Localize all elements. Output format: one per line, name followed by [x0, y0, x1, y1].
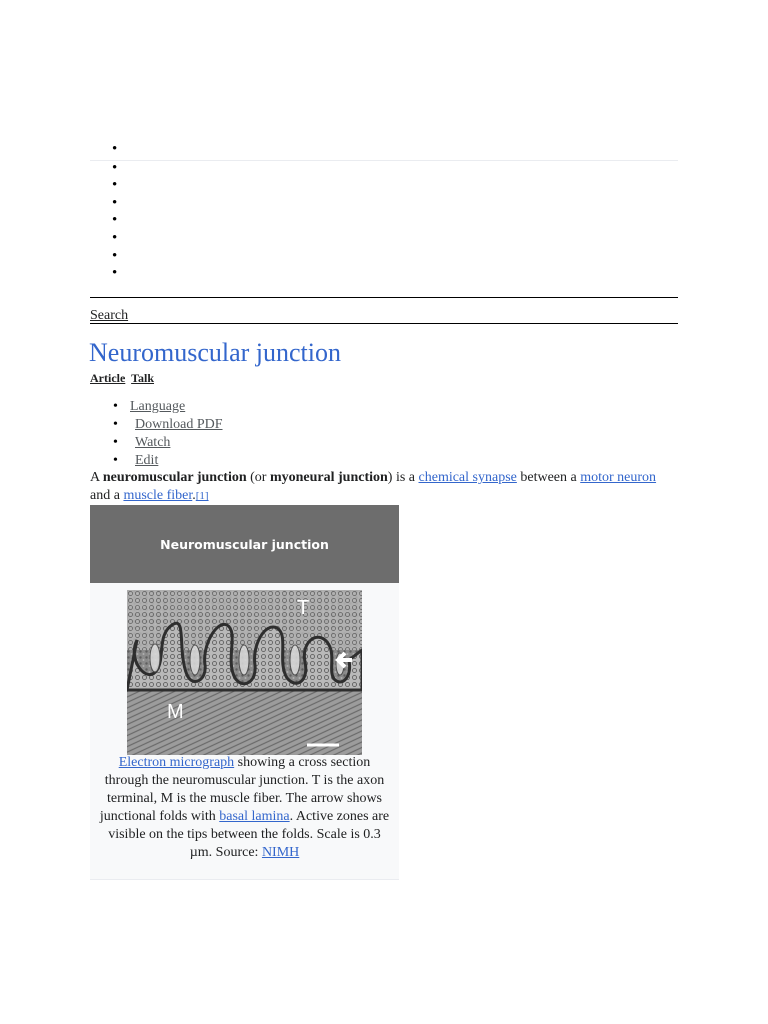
- search-divider-top: [90, 297, 678, 298]
- nav-item[interactable]: [90, 161, 678, 179]
- nav-item[interactable]: [90, 266, 678, 284]
- electron-micrograph-link[interactable]: Electron micrograph: [118, 755, 235, 770]
- caption-text: . Active zones are visible on the tips between the folds. Scale is 0.3 µm. Source:: [108, 809, 390, 860]
- language-link[interactable]: Language: [130, 399, 186, 414]
- nav-item[interactable]: [90, 142, 678, 161]
- tab-talk[interactable]: Talk: [131, 371, 155, 385]
- tab-article[interactable]: Article: [90, 371, 126, 385]
- nimh-link[interactable]: NIMH: [261, 845, 300, 860]
- image-caption: [98, 754, 391, 862]
- electron-micrograph-image[interactable]: [127, 590, 362, 755]
- lead-paragraph: [90, 469, 665, 505]
- nav-item[interactable]: [90, 196, 678, 214]
- lead-term: myoneural junction: [269, 470, 388, 485]
- action-item: [90, 416, 223, 434]
- edit-link[interactable]: Edit: [135, 453, 159, 468]
- lead-text: A: [90, 470, 103, 485]
- action-item: [90, 398, 223, 416]
- chemical-synapse-link[interactable]: chemical synapse: [418, 470, 517, 485]
- lead-text: (or: [246, 470, 270, 485]
- lead-text: between a: [516, 470, 581, 485]
- search-link[interactable]: Search: [90, 308, 129, 323]
- basal-lamina-link[interactable]: basal lamina: [219, 809, 290, 824]
- search-divider-bottom: [90, 323, 678, 324]
- nav-item[interactable]: [90, 231, 678, 249]
- caption-text: showing a cross section through the neuromuscular junction. T is the axon terminal, M is the muscle fiber. The arrow shows junctional folds with: [99, 755, 385, 824]
- terminal-label: T: [297, 597, 310, 619]
- page-title: Neuromuscular junction: [89, 338, 341, 367]
- namespace-tabs: [90, 371, 157, 386]
- lead-term: neuromuscular junction: [102, 470, 247, 485]
- motor-neuron-link[interactable]: motor neuron: [580, 470, 657, 485]
- reference-link[interactable]: [1]: [195, 490, 209, 502]
- watch-link[interactable]: Watch: [135, 435, 171, 450]
- site-nav-list: [90, 142, 678, 284]
- nav-item[interactable]: [90, 249, 678, 267]
- lead-text: .: [192, 488, 196, 503]
- lead-text: ) is a: [387, 470, 419, 485]
- page-actions: [90, 398, 223, 470]
- download-pdf-link[interactable]: Download PDF: [135, 417, 223, 432]
- muscle-fiber-link[interactable]: muscle fiber: [123, 488, 193, 503]
- lead-text: and a: [90, 488, 124, 503]
- action-item: [90, 452, 223, 470]
- infobox-title: Neuromuscular junction: [90, 505, 399, 583]
- nav-item[interactable]: [90, 178, 678, 196]
- infobox: [90, 505, 399, 880]
- muscle-label: M: [167, 701, 184, 723]
- action-item: [90, 434, 223, 452]
- nav-item[interactable]: [90, 213, 678, 231]
